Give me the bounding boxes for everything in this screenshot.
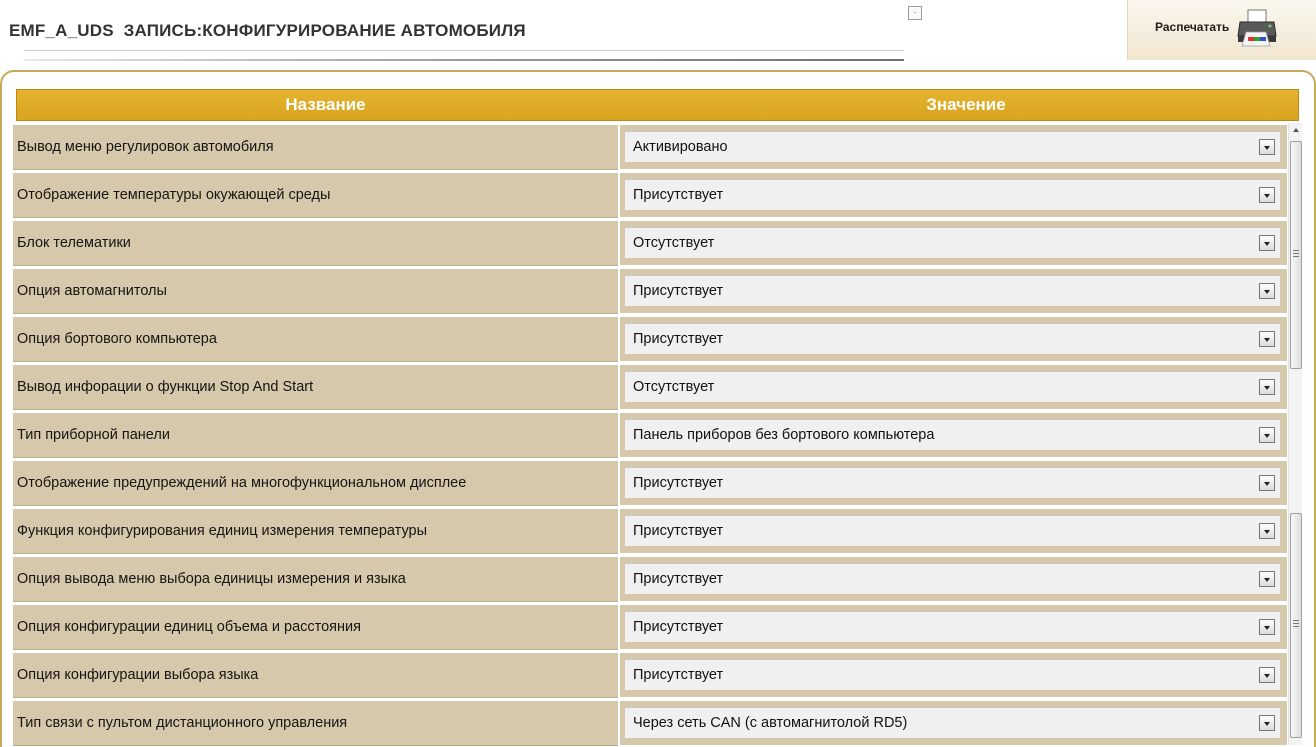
chevron-down-icon[interactable] — [1259, 235, 1275, 251]
parameter-name: Опция конфигурации единиц объема и расстояния — [17, 619, 361, 635]
parameter-value-select[interactable] — [625, 275, 1280, 306]
parameter-value-select[interactable] — [625, 659, 1280, 690]
parameter-value-select[interactable] — [625, 371, 1280, 402]
table-row — [13, 363, 1288, 411]
parameter-name: Опция бортового компьютера — [17, 331, 217, 347]
parameter-value-select[interactable] — [625, 131, 1280, 162]
page-title: EMF_A_UDS ЗАПИСЬ:КОНФИГУРИРОВАНИЕ АВТОМОБИЛЯ — [9, 21, 526, 40]
parameter-value-cell — [620, 605, 1287, 649]
table-header — [16, 89, 1299, 121]
parameter-value-cell — [620, 125, 1287, 169]
parameter-value: Присутствует — [633, 283, 724, 299]
parameter-name-cell — [13, 317, 618, 361]
parameter-value-cell — [620, 509, 1287, 553]
parameter-name-cell — [13, 557, 618, 601]
table-row — [13, 315, 1288, 363]
parameter-value-select[interactable] — [625, 467, 1280, 498]
print-label: Распечатать — [1155, 20, 1230, 34]
parameter-name: Тип связи с пультом дистанционного управления — [17, 715, 348, 731]
parameter-value-cell — [620, 173, 1287, 217]
chevron-down-icon[interactable] — [1259, 187, 1275, 203]
parameter-name: Отображение предупреждений на многофункциональном дисплее — [17, 475, 467, 491]
parameter-name: Опция вывода меню выбора единицы измерения и языка — [17, 571, 406, 587]
parameter-name: Тип приборной панели — [17, 427, 170, 443]
printer-icon — [1236, 8, 1278, 48]
parameter-name-cell — [13, 413, 618, 457]
parameter-name: Функция конфигурирования единиц измерения температуры — [17, 523, 428, 539]
parameter-value: Через сеть CAN (с автомагнитолой RD5) — [633, 715, 908, 731]
scrollbar-thumb[interactable] — [1290, 141, 1302, 369]
chevron-down-icon[interactable] — [1259, 475, 1275, 491]
parameter-name-cell — [13, 221, 618, 265]
parameter-value-cell — [620, 653, 1287, 697]
parameter-value: Присутствует — [633, 187, 724, 203]
parameter-value-cell — [620, 269, 1287, 313]
table-row — [13, 411, 1288, 459]
parameter-value-cell — [620, 365, 1287, 409]
parameter-value: Присутствует — [633, 523, 724, 539]
parameter-name-cell — [13, 269, 618, 313]
scroll-up-arrow-icon[interactable] — [1290, 123, 1302, 137]
config-table-body — [13, 123, 1288, 747]
table-row — [13, 267, 1288, 315]
parameter-name-cell — [13, 173, 618, 217]
chevron-down-icon[interactable] — [1259, 619, 1275, 635]
chevron-down-icon[interactable] — [1259, 139, 1275, 155]
parameter-name-cell — [13, 701, 618, 745]
parameter-value-select[interactable] — [625, 707, 1280, 738]
parameter-name: Блок телематики — [17, 235, 131, 251]
parameter-value-select[interactable] — [625, 323, 1280, 354]
parameter-value: Панель приборов без бортового компьютера — [633, 427, 935, 443]
parameter-value: Присутствует — [633, 571, 724, 587]
table-row — [13, 219, 1288, 267]
parameter-value-select[interactable] — [625, 179, 1280, 210]
table-row — [13, 603, 1288, 651]
parameter-name-cell — [13, 509, 618, 553]
parameter-value-cell — [620, 461, 1287, 505]
parameter-name-cell — [13, 653, 618, 697]
chevron-down-icon[interactable] — [1259, 283, 1275, 299]
parameter-name: Вывод инфорации о функции Stop And Start — [17, 379, 314, 395]
chevron-down-icon[interactable] — [1259, 667, 1275, 683]
chevron-down-icon[interactable] — [1259, 379, 1275, 395]
parameter-value: Присутствует — [633, 475, 724, 491]
print-button[interactable] — [1127, 0, 1316, 60]
column-header-name: Название — [285, 95, 366, 114]
table-row — [13, 555, 1288, 603]
parameter-value: Отсутствует — [633, 235, 715, 251]
parameter-value-cell — [620, 557, 1287, 601]
column-header-value: Значение — [926, 95, 1006, 114]
parameter-name-cell — [13, 461, 618, 505]
table-row — [13, 651, 1288, 699]
parameter-value-cell — [620, 701, 1287, 745]
parameter-name: Вывод меню регулировок автомобиля — [17, 139, 274, 155]
parameter-name: Отображение температуры окужающей среды — [17, 187, 331, 203]
title-divider — [24, 50, 904, 51]
parameter-value-cell — [620, 221, 1287, 265]
parameter-value-select[interactable] — [625, 419, 1280, 450]
chevron-down-icon[interactable] — [1259, 523, 1275, 539]
scrollbar-thumb-lower[interactable] — [1290, 513, 1302, 738]
table-row — [13, 507, 1288, 555]
parameter-name-cell — [13, 605, 618, 649]
page-header — [0, 0, 1316, 72]
parameter-name: Опция автомагнитолы — [17, 283, 167, 299]
table-row — [13, 699, 1288, 747]
parameter-value-select[interactable] — [625, 611, 1280, 642]
parameter-value: Отсутствует — [633, 379, 715, 395]
parameter-value-select[interactable] — [625, 515, 1280, 546]
parameter-value: Присутствует — [633, 331, 724, 347]
small-window-button[interactable]: · — [908, 6, 922, 20]
parameter-value-cell — [620, 317, 1287, 361]
parameter-name: Опция конфигурации выбора языка — [17, 667, 259, 683]
table-row — [13, 123, 1288, 171]
chevron-down-icon[interactable] — [1259, 715, 1275, 731]
parameter-name-cell — [13, 365, 618, 409]
vertical-scrollbar[interactable] — [1288, 123, 1302, 745]
parameter-value: Присутствует — [633, 619, 724, 635]
table-row — [13, 459, 1288, 507]
parameter-value-select[interactable] — [625, 563, 1280, 594]
title-divider-shadow — [24, 59, 904, 61]
parameter-value: Присутствует — [633, 667, 724, 683]
parameter-name-cell — [13, 125, 618, 169]
chevron-down-icon[interactable] — [1259, 427, 1275, 443]
chevron-down-icon[interactable] — [1259, 331, 1275, 347]
parameter-value-cell — [620, 413, 1287, 457]
chevron-down-icon[interactable] — [1259, 571, 1275, 587]
parameter-value-select[interactable] — [625, 227, 1280, 258]
table-row — [13, 171, 1288, 219]
parameter-value: Активировано — [633, 139, 728, 155]
